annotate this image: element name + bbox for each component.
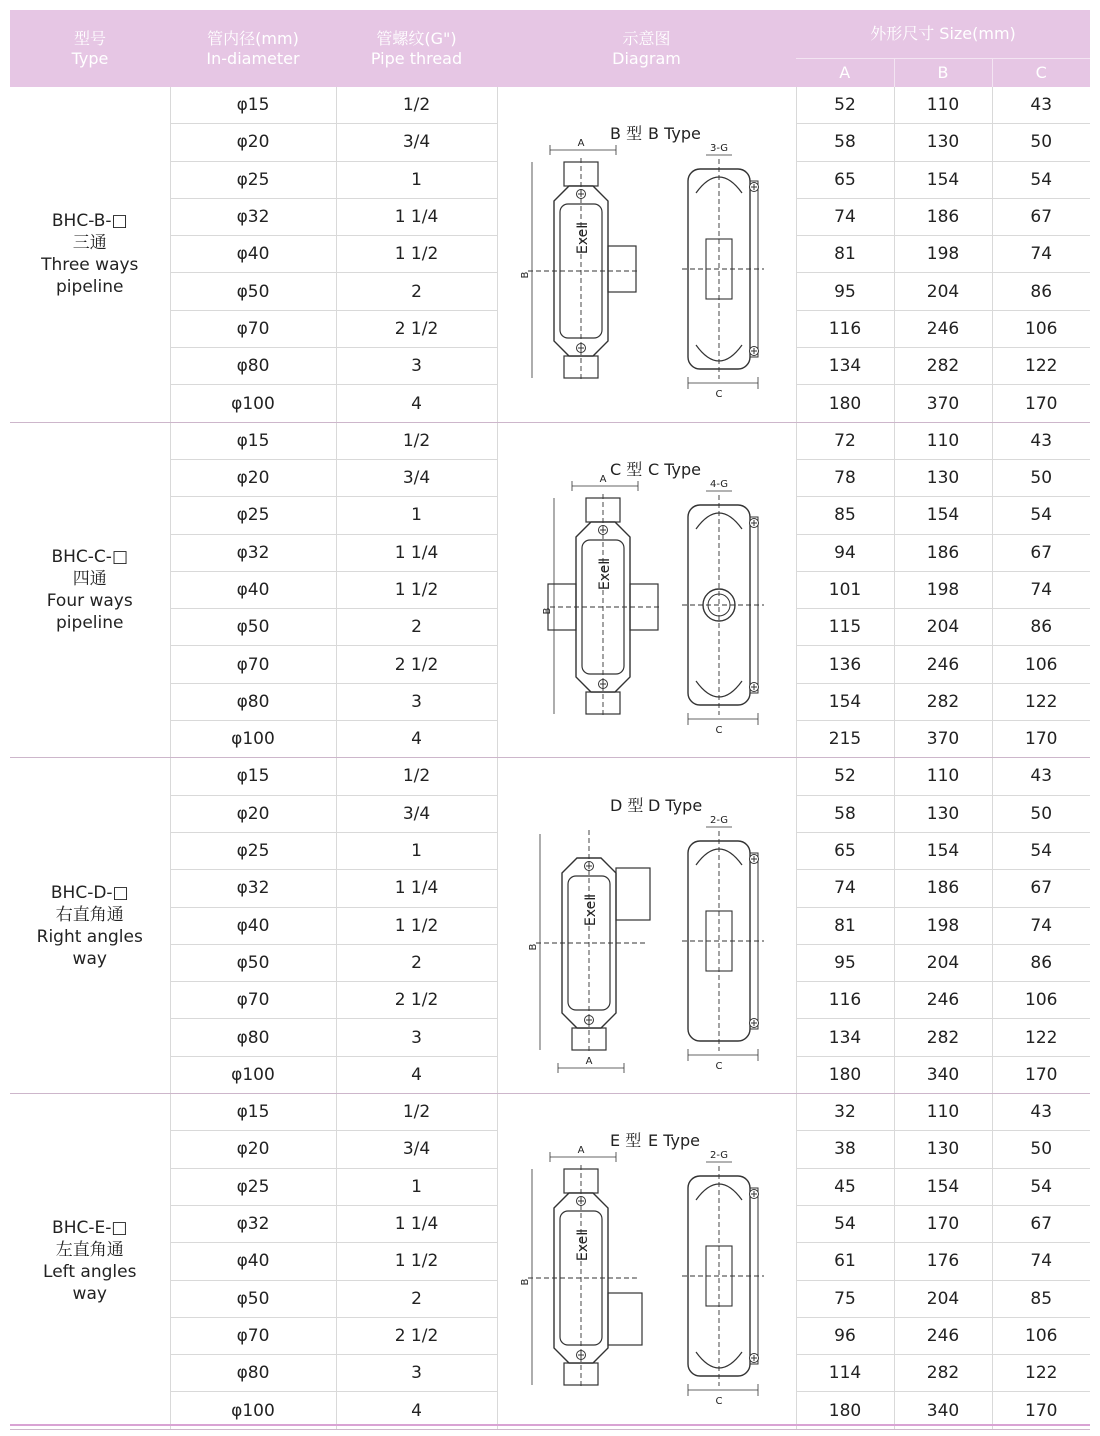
size-c-cell: 54 — [992, 832, 1090, 869]
type-line: BHC-D-□ — [50, 882, 129, 903]
pipe-thread-cell: 1 — [336, 161, 497, 198]
size-a-cell: 180 — [796, 1056, 894, 1093]
size-b-cell: 246 — [894, 310, 992, 347]
size-a-cell: 180 — [796, 1392, 894, 1429]
size-c-cell: 74 — [992, 236, 1090, 273]
inner-diameter-cell: φ100 — [170, 385, 336, 422]
header-inner-diameter — [170, 10, 336, 87]
header-type-cn: 型号 — [73, 28, 106, 48]
header-size-c: C — [992, 59, 1090, 88]
type-line: Left angles — [43, 1262, 137, 1283]
size-a-cell: 74 — [796, 198, 894, 235]
size-c-cell: 54 — [992, 497, 1090, 534]
pipe-thread-cell: 3/4 — [336, 459, 497, 496]
header-diagram — [497, 10, 796, 87]
inner-diameter-cell: φ25 — [170, 497, 336, 534]
pipe-thread-cell: 1/2 — [336, 758, 497, 795]
diagram-drawing — [498, 763, 797, 1089]
size-a-cell: 94 — [796, 534, 894, 571]
size-c-cell: 74 — [992, 571, 1090, 608]
dim-label-c: C — [715, 725, 722, 736]
header-diagram-en: Diagram — [612, 48, 681, 68]
spec-table-wrapper — [10, 10, 1090, 1430]
table-body — [10, 87, 1090, 1429]
diagram-title-en: C Type — [647, 460, 701, 479]
size-b-cell: 204 — [894, 1280, 992, 1317]
size-c-cell: 122 — [992, 1019, 1090, 1056]
size-b-cell: 282 — [894, 683, 992, 720]
pipe-thread-cell: 1 1/4 — [336, 534, 497, 571]
spec-table — [10, 10, 1090, 1430]
size-c-cell: 122 — [992, 683, 1090, 720]
header-thread-cn: 管螺纹(G") — [376, 28, 457, 48]
type-line: way — [72, 948, 107, 969]
inner-diameter-cell: φ40 — [170, 907, 336, 944]
size-c-cell: 50 — [992, 795, 1090, 832]
pipe-thread-cell: 3 — [336, 1019, 497, 1056]
size-b-cell: 340 — [894, 1056, 992, 1093]
header-inner-en: In-diameter — [206, 48, 300, 68]
size-b-cell: 282 — [894, 1355, 992, 1392]
type-line: 四通 — [72, 569, 107, 589]
dim-label-a: A — [585, 1055, 592, 1067]
inner-diameter-cell: φ50 — [170, 609, 336, 646]
inner-diameter-cell: φ80 — [170, 348, 336, 385]
dim-label-b: B — [519, 271, 531, 279]
size-a-cell: 32 — [796, 1094, 894, 1131]
type-line: 左直角通 — [55, 1240, 124, 1261]
pipe-thread-cell: 1 1/2 — [336, 907, 497, 944]
inner-diameter-cell: φ32 — [170, 1205, 336, 1242]
size-c-cell: 86 — [992, 609, 1090, 646]
size-b-cell: 154 — [894, 497, 992, 534]
table-row — [10, 1094, 1090, 1131]
diagram-title-en: E Type — [647, 1131, 700, 1151]
size-b-cell: 154 — [894, 1168, 992, 1205]
size-b-cell: 130 — [894, 459, 992, 496]
size-a-cell: 58 — [796, 124, 894, 161]
size-b-cell: 370 — [894, 385, 992, 422]
type-line: BHC-E-□ — [52, 1218, 128, 1239]
pipe-thread-cell: 3 — [336, 683, 497, 720]
diagram-title-cn: B 型 — [609, 124, 642, 144]
type-line: Three ways — [41, 255, 139, 276]
inner-diameter-cell: φ20 — [170, 459, 336, 496]
inner-diameter-cell: φ15 — [170, 758, 336, 795]
size-b-cell: 154 — [894, 832, 992, 869]
dim-label-g: 4-G — [709, 479, 728, 490]
inner-diameter-cell: φ15 — [170, 87, 336, 124]
inner-diameter-cell: φ15 — [170, 1094, 336, 1131]
dim-label-g: 2-G — [709, 1150, 728, 1162]
diagram-drawing — [498, 427, 797, 753]
size-a-cell: 81 — [796, 907, 894, 944]
pipe-thread-cell: 3/4 — [336, 795, 497, 832]
header-type — [10, 10, 170, 87]
size-a-cell: 65 — [796, 161, 894, 198]
table-row — [10, 758, 1090, 795]
size-a-cell: 136 — [796, 646, 894, 683]
pipe-thread-cell: 1 1/4 — [336, 870, 497, 907]
pipe-thread-cell: 1 — [336, 832, 497, 869]
table-header — [10, 10, 1090, 87]
size-b-cell: 186 — [894, 534, 992, 571]
pipe-thread-cell: 1/2 — [336, 87, 497, 124]
size-c-cell: 86 — [992, 944, 1090, 981]
size-b-cell: 198 — [894, 571, 992, 608]
size-a-cell: 52 — [796, 758, 894, 795]
inner-diameter-cell: φ80 — [170, 1019, 336, 1056]
header-pipe-thread — [336, 10, 497, 87]
size-a-cell: 78 — [796, 459, 894, 496]
pipe-thread-cell: 4 — [336, 1392, 497, 1429]
size-b-cell: 204 — [894, 273, 992, 310]
pipe-thread-cell: 2 1/2 — [336, 310, 497, 347]
header-inner-cn: 管内径(mm) — [207, 28, 299, 48]
type-line: Four ways — [46, 591, 133, 611]
size-c-cell: 50 — [992, 124, 1090, 161]
pipe-thread-cell: 4 — [336, 385, 497, 422]
size-c-cell: 74 — [992, 1243, 1090, 1280]
size-b-cell: 340 — [894, 1392, 992, 1429]
type-cell — [10, 758, 170, 1094]
dim-label-b: B — [519, 1278, 531, 1286]
diagram-cell — [497, 87, 796, 422]
diagram-title-en: D Type — [647, 795, 702, 815]
size-a-cell: 180 — [796, 385, 894, 422]
size-b-cell: 130 — [894, 124, 992, 161]
pipe-thread-cell: 3 — [336, 1355, 497, 1392]
pipe-thread-cell: 1/2 — [336, 1094, 497, 1131]
size-a-cell: 72 — [796, 422, 894, 459]
inner-diameter-cell: φ50 — [170, 944, 336, 981]
size-a-cell: 95 — [796, 273, 894, 310]
size-b-cell: 170 — [894, 1205, 992, 1242]
size-a-cell: 215 — [796, 721, 894, 758]
size-b-cell: 246 — [894, 646, 992, 683]
dim-label-c: C — [715, 1396, 722, 1408]
header-size-b: B — [894, 59, 992, 88]
size-b-cell: 198 — [894, 907, 992, 944]
size-a-cell: 75 — [796, 1280, 894, 1317]
inner-diameter-cell: φ70 — [170, 982, 336, 1019]
pipe-thread-cell: 2 — [336, 609, 497, 646]
size-b-cell: 370 — [894, 721, 992, 758]
inner-diameter-cell: φ32 — [170, 870, 336, 907]
size-a-cell: 58 — [796, 795, 894, 832]
inner-diameter-cell: φ70 — [170, 646, 336, 683]
size-a-cell: 96 — [796, 1317, 894, 1354]
inner-diameter-cell: φ40 — [170, 236, 336, 273]
inner-diameter-cell: φ40 — [170, 571, 336, 608]
size-b-cell: 110 — [894, 1094, 992, 1131]
dim-label-a: A — [577, 1145, 584, 1157]
pipe-thread-cell: 1 — [336, 1168, 497, 1205]
inner-diameter-cell: φ40 — [170, 1243, 336, 1280]
size-b-cell: 110 — [894, 87, 992, 124]
size-a-cell: 101 — [796, 571, 894, 608]
inner-diameter-cell: φ20 — [170, 1131, 336, 1168]
inner-diameter-cell: φ32 — [170, 534, 336, 571]
diagram-cell — [497, 1094, 796, 1430]
diagram-title-cn: C 型 — [609, 460, 642, 479]
type-cell — [10, 87, 170, 422]
size-a-cell: 116 — [796, 310, 894, 347]
size-c-cell: 67 — [992, 198, 1090, 235]
bottom-rule — [10, 1424, 1090, 1426]
size-a-cell: 45 — [796, 1168, 894, 1205]
size-b-cell: 198 — [894, 236, 992, 273]
size-a-cell: 114 — [796, 1355, 894, 1392]
size-c-cell: 122 — [992, 348, 1090, 385]
inner-diameter-cell: φ25 — [170, 1168, 336, 1205]
inner-diameter-cell: φ20 — [170, 795, 336, 832]
inner-diameter-cell: φ25 — [170, 832, 336, 869]
exe-mark: ExeⅡ — [574, 1229, 591, 1262]
header-size-a: A — [796, 59, 894, 88]
pipe-thread-cell: 1 1/2 — [336, 571, 497, 608]
size-a-cell: 74 — [796, 870, 894, 907]
diagram-cell — [497, 422, 796, 758]
inner-diameter-cell: φ25 — [170, 161, 336, 198]
inner-diameter-cell: φ50 — [170, 273, 336, 310]
size-c-cell: 67 — [992, 870, 1090, 907]
pipe-thread-cell: 1 — [336, 497, 497, 534]
size-c-cell: 54 — [992, 161, 1090, 198]
size-a-cell: 85 — [796, 497, 894, 534]
size-c-cell: 122 — [992, 1355, 1090, 1392]
inner-diameter-cell: φ100 — [170, 721, 336, 758]
size-c-cell: 106 — [992, 646, 1090, 683]
size-c-cell: 106 — [992, 982, 1090, 1019]
size-b-cell: 246 — [894, 1317, 992, 1354]
size-b-cell: 282 — [894, 348, 992, 385]
pipe-thread-cell: 1 1/2 — [336, 236, 497, 273]
header-type-en: Type — [71, 48, 109, 68]
table-row — [10, 87, 1090, 124]
size-c-cell: 170 — [992, 385, 1090, 422]
type-cell — [10, 1094, 170, 1430]
dim-label-a: A — [577, 138, 584, 150]
size-b-cell: 282 — [894, 1019, 992, 1056]
pipe-thread-cell: 2 1/2 — [336, 982, 497, 1019]
dim-label-g: 2-G — [709, 814, 728, 826]
pipe-thread-cell: 3/4 — [336, 124, 497, 161]
dim-label-g: 3-G — [709, 143, 728, 155]
size-b-cell: 110 — [894, 422, 992, 459]
inner-diameter-cell: φ20 — [170, 124, 336, 161]
pipe-thread-cell: 3/4 — [336, 1131, 497, 1168]
pipe-thread-cell: 3 — [336, 348, 497, 385]
size-a-cell: 38 — [796, 1131, 894, 1168]
inner-diameter-cell: φ32 — [170, 198, 336, 235]
diagram-title-cn: D 型 — [609, 795, 643, 815]
header-diagram-cn: 示意图 — [622, 28, 671, 48]
size-a-cell: 134 — [796, 1019, 894, 1056]
pipe-thread-cell: 2 — [336, 944, 497, 981]
pipe-thread-cell: 2 1/2 — [336, 646, 497, 683]
size-c-cell: 86 — [992, 273, 1090, 310]
size-a-cell: 116 — [796, 982, 894, 1019]
size-b-cell: 204 — [894, 944, 992, 981]
size-a-cell: 65 — [796, 832, 894, 869]
inner-diameter-cell: φ100 — [170, 1056, 336, 1093]
type-line: BHC-B-□ — [51, 211, 128, 232]
size-b-cell: 204 — [894, 609, 992, 646]
type-cell — [10, 422, 170, 758]
table-row — [10, 422, 1090, 459]
type-line: Right angles — [36, 926, 143, 947]
size-b-cell: 130 — [894, 1131, 992, 1168]
inner-diameter-cell: φ50 — [170, 1280, 336, 1317]
size-b-cell: 176 — [894, 1243, 992, 1280]
pipe-thread-cell: 1 1/4 — [336, 1205, 497, 1242]
dim-label-c: C — [715, 1060, 722, 1072]
dim-label-c: C — [715, 389, 722, 401]
size-b-cell: 186 — [894, 870, 992, 907]
size-b-cell: 154 — [894, 161, 992, 198]
inner-diameter-cell: φ70 — [170, 1317, 336, 1354]
size-c-cell: 43 — [992, 758, 1090, 795]
type-line: BHC-C-□ — [51, 547, 129, 567]
type-line: pipeline — [56, 613, 124, 633]
type-line: pipeline — [56, 277, 124, 298]
type-line: 三通 — [72, 233, 107, 254]
pipe-thread-cell: 2 — [336, 273, 497, 310]
pipe-thread-cell: 1/2 — [336, 422, 497, 459]
dim-label-b: B — [541, 607, 553, 615]
size-c-cell: 43 — [992, 422, 1090, 459]
size-b-cell: 110 — [894, 758, 992, 795]
size-c-cell: 106 — [992, 310, 1090, 347]
size-c-cell: 170 — [992, 721, 1090, 758]
pipe-thread-cell: 1 1/2 — [336, 1243, 497, 1280]
size-a-cell: 81 — [796, 236, 894, 273]
size-a-cell: 115 — [796, 609, 894, 646]
size-b-cell: 246 — [894, 982, 992, 1019]
size-c-cell: 54 — [992, 1168, 1090, 1205]
size-c-cell: 170 — [992, 1392, 1090, 1429]
pipe-thread-cell: 4 — [336, 721, 497, 758]
size-a-cell: 54 — [796, 1205, 894, 1242]
header-size: 外形尺寸 Size(mm) — [796, 10, 1090, 59]
inner-diameter-cell: φ100 — [170, 1392, 336, 1429]
pipe-thread-cell: 2 1/2 — [336, 1317, 497, 1354]
size-a-cell: 134 — [796, 348, 894, 385]
exe-mark: ExeⅡ — [596, 557, 613, 591]
header-thread-en: Pipe thread — [370, 48, 463, 68]
inner-diameter-cell: φ80 — [170, 1355, 336, 1392]
size-a-cell: 95 — [796, 944, 894, 981]
inner-diameter-cell: φ80 — [170, 683, 336, 720]
size-c-cell: 74 — [992, 907, 1090, 944]
diagram-drawing — [498, 1098, 797, 1424]
pipe-thread-cell: 4 — [336, 1056, 497, 1093]
size-c-cell: 43 — [992, 1094, 1090, 1131]
size-c-cell: 50 — [992, 1131, 1090, 1168]
dim-label-b: B — [527, 943, 539, 951]
exe-mark: ExeⅡ — [582, 893, 599, 926]
size-c-cell: 43 — [992, 87, 1090, 124]
diagram-title-cn: E 型 — [609, 1131, 641, 1151]
type-line: 右直角通 — [55, 904, 124, 925]
size-c-cell: 67 — [992, 1205, 1090, 1242]
pipe-thread-cell: 1 1/4 — [336, 198, 497, 235]
diagram-title-en: B Type — [647, 124, 701, 144]
size-c-cell: 67 — [992, 534, 1090, 571]
size-a-cell: 52 — [796, 87, 894, 124]
size-c-cell: 170 — [992, 1056, 1090, 1093]
size-c-cell: 85 — [992, 1280, 1090, 1317]
size-a-cell: 61 — [796, 1243, 894, 1280]
pipe-thread-cell: 2 — [336, 1280, 497, 1317]
type-line: way — [72, 1284, 107, 1305]
size-b-cell: 130 — [894, 795, 992, 832]
diagram-cell — [497, 758, 796, 1094]
inner-diameter-cell: φ70 — [170, 310, 336, 347]
size-c-cell: 50 — [992, 459, 1090, 496]
dim-label-a: A — [599, 474, 606, 485]
inner-diameter-cell: φ15 — [170, 422, 336, 459]
exe-mark: ExeⅡ — [574, 222, 591, 255]
diagram-drawing — [498, 91, 797, 417]
size-c-cell: 106 — [992, 1317, 1090, 1354]
size-b-cell: 186 — [894, 198, 992, 235]
size-a-cell: 154 — [796, 683, 894, 720]
